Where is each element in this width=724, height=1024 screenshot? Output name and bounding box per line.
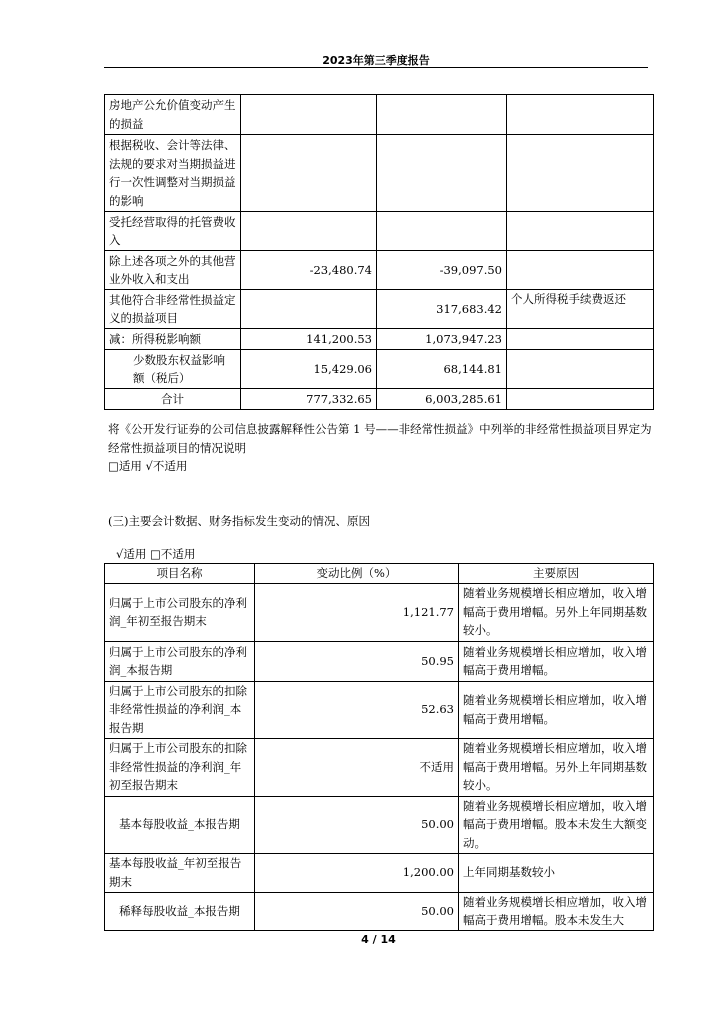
table-row [105,290,654,329]
table-row [105,212,654,251]
header-divider [104,67,648,68]
current-cell [241,95,377,135]
ratio-cell: 50.00 [255,892,459,930]
current-cell: 141,200.53 [241,329,377,350]
ratio-cell: 50.00 [255,796,459,853]
report-header-title: 2023年第三季度报告 [322,54,430,67]
table-row [105,583,654,641]
current-cell [241,135,377,212]
table-row [105,251,654,290]
note-cell [507,135,654,212]
changes-table [104,563,654,931]
ytd-cell [377,135,507,212]
note-cell [507,251,654,290]
item-cell: 归属于上市公司股东的净利润_年初至报告期末 [105,583,255,641]
table-header-row [105,564,654,584]
ratio-cell: 不适用 [255,738,459,796]
note-cell [507,350,654,389]
section-title: (三)主要会计数据、财务指标发生变动的情况、原因 [108,514,370,528]
note-cell [507,329,654,350]
ytd-cell: 1,073,947.23 [377,329,507,350]
item-cell: 归属于上市公司股东的净利润_本报告期 [105,641,255,681]
reason-cell: 随着业务规模增长相应增加，收入增幅高于费用增幅。股本未发生大额变动。 [459,796,654,853]
header-change-ratio: 变动比例（%） [255,564,459,584]
applicability-options-1: □适用 √不适用 [108,459,188,473]
ytd-cell: -39,097.50 [377,251,507,290]
table-row [105,796,654,853]
note-cell [507,95,654,135]
ytd-cell [377,212,507,251]
reason-cell: 随着业务规模增长相应增加，收入增幅高于费用增幅。另外上年同期基数较小。 [459,583,654,641]
applicability-options-2: √适用 □不适用 [116,547,196,561]
item-cell: 稀释每股收益_本报告期 [105,892,255,930]
table-row [105,738,654,796]
total-label-cell: 合计 [105,389,241,410]
ratio-cell: 52.63 [255,681,459,738]
item-cell: 房地产公允价值变动产生的损益 [105,95,241,135]
non-recurring-gains-table [104,94,654,410]
reason-cell: 随着业务规模增长相应增加，收入增幅高于费用增幅。 [459,641,654,681]
table-row [105,892,654,930]
item-cell: 基本每股收益_年初至报告期末 [105,853,255,892]
ytd-cell: 317,683.42 [377,290,507,329]
item-cell: 基本每股收益_本报告期 [105,796,255,853]
item-cell: 少数股东权益影响额（税后） [105,350,241,389]
current-cell: 777,332.65 [241,389,377,410]
note-paragraph: 将《公开发行证券的公司信息披露解释性公告第 1 号——非经常性损益》中列举的非经常性损益项目界定为经常性损益项目的情况说明 [108,422,652,455]
header-item-name: 项目名称 [105,564,255,584]
table-row [105,641,654,681]
ratio-cell: 1,200.00 [255,853,459,892]
table-row [105,853,654,892]
item-cell: 减：所得税影响额 [105,329,241,350]
ratio-cell: 50.95 [255,641,459,681]
current-cell [241,290,377,329]
table-row [105,95,654,135]
reason-cell: 随着业务规模增长相应增加，收入增幅高于费用增幅。 [459,681,654,738]
header-main-reason: 主要原因 [459,564,654,584]
reason-cell: 上年同期基数较小 [459,853,654,892]
table-row [105,681,654,738]
ytd-cell [377,95,507,135]
reason-cell: 随着业务规模增长相应增加，收入增幅高于费用增幅。股本未发生大 [459,892,654,930]
table-row [105,135,654,212]
item-cell: 归属于上市公司股东的扣除非经常性损益的净利润_年初至报告期末 [105,738,255,796]
table-row [105,389,654,410]
table-row [105,350,654,389]
ytd-cell: 68,144.81 [377,350,507,389]
reason-cell: 随着业务规模增长相应增加，收入增幅高于费用增幅。另外上年同期基数较小。 [459,738,654,796]
item-cell: 除上述各项之外的其他营业外收入和支出 [105,251,241,290]
page-number: 4 / 14 [361,933,396,946]
item-cell: 其他符合非经常性损益定义的损益项目 [105,290,241,329]
note-cell: 个人所得税手续费返还 [507,290,654,329]
current-cell: 15,429.06 [241,350,377,389]
item-cell: 根据税收、会计等法律、法规的要求对当期损益进行一次性调整对当期损益的影响 [105,135,241,212]
ratio-cell: 1,121.77 [255,583,459,641]
note-cell [507,212,654,251]
ytd-cell: 6,003,285.61 [377,389,507,410]
item-cell: 归属于上市公司股东的扣除非经常性损益的净利润_本报告期 [105,681,255,738]
current-cell [241,212,377,251]
current-cell: -23,480.74 [241,251,377,290]
item-cell: 受托经营取得的托管费收入 [105,212,241,251]
table-row [105,329,654,350]
note-cell [507,389,654,410]
